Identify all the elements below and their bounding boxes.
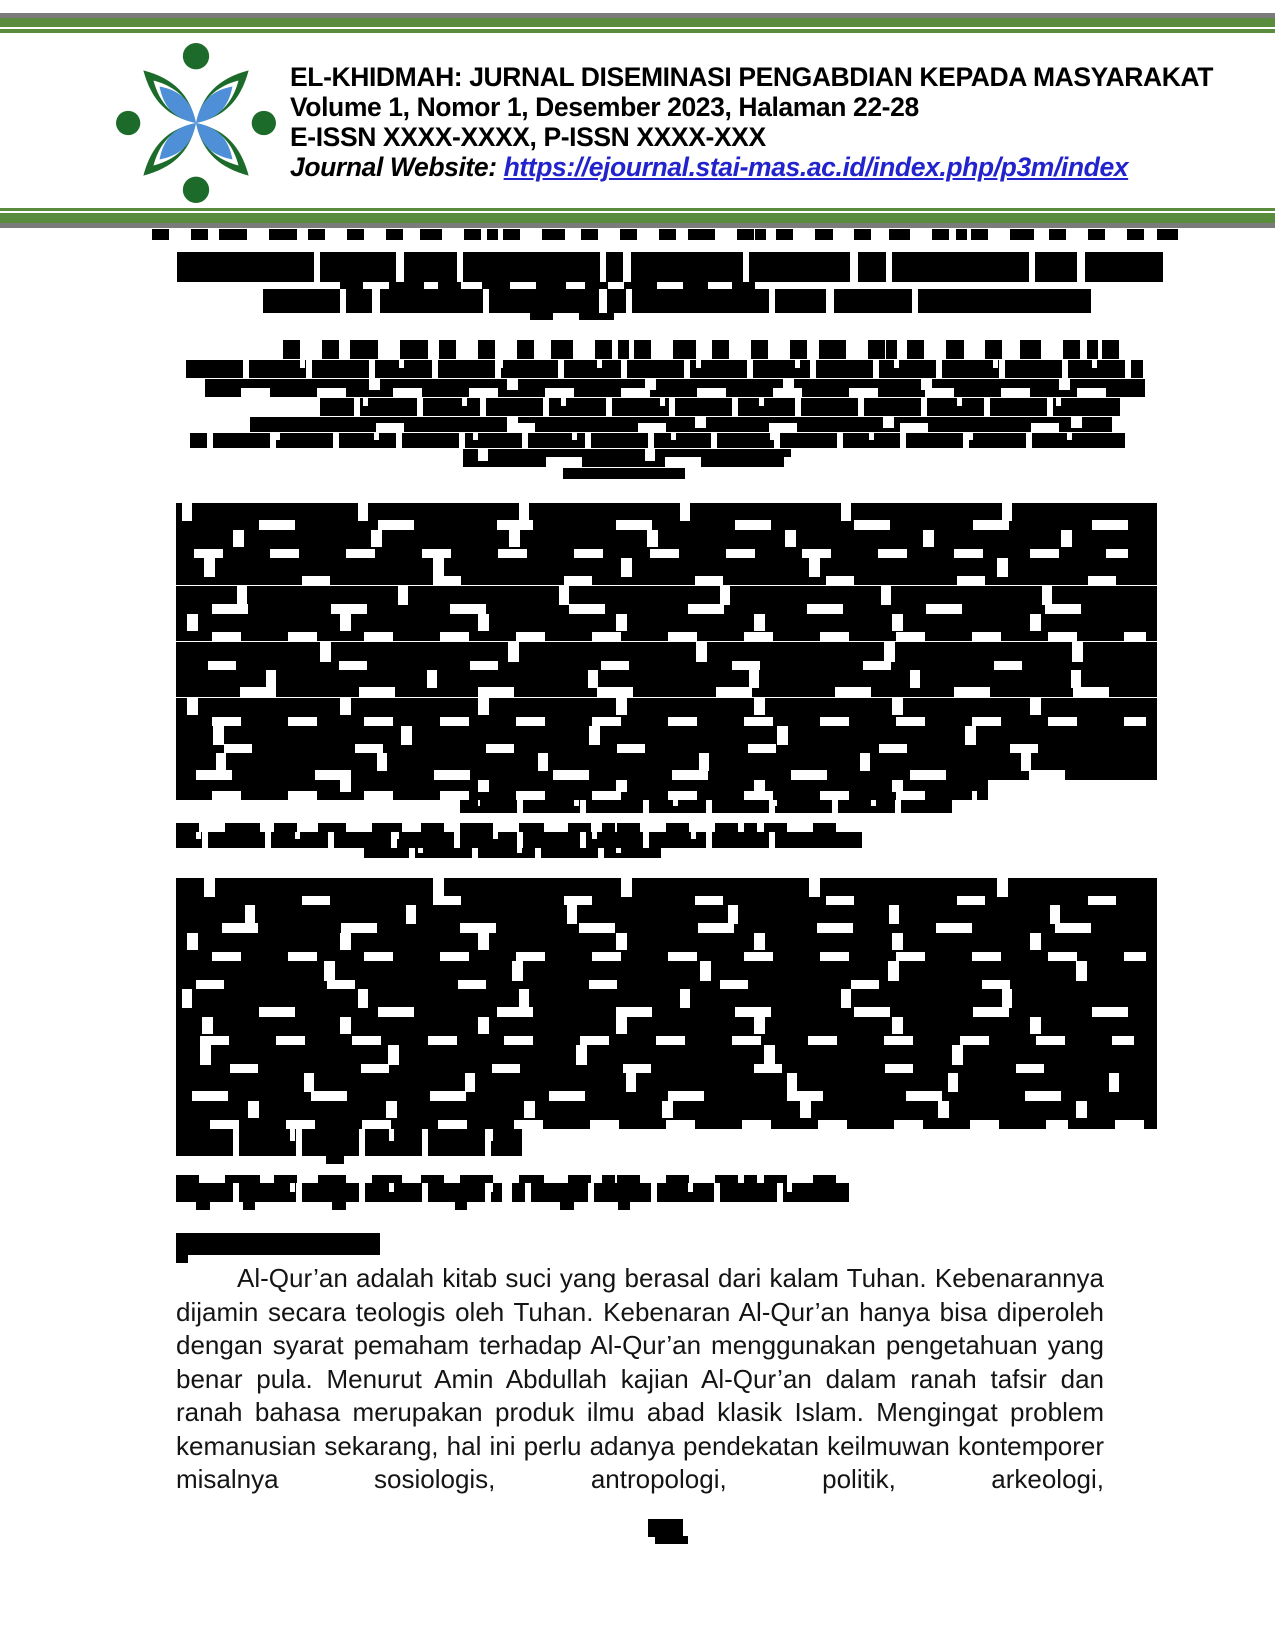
redacted-authors-row-2: [186, 360, 1143, 378]
redacted-abstract-id-line: [176, 530, 1157, 558]
redacted-abstract-en-line: [176, 878, 1157, 905]
redacted-section-heading: [176, 1233, 380, 1255]
journal-issn-line: E-ISSN XXXX-XXXX, P-ISSN XXXX-XXX: [290, 122, 766, 152]
redacted-keywords-descender: [243, 1202, 255, 1210]
journal-volume-line: Volume 1, Nomor 1, Desember 2023, Halaman 22-28: [290, 92, 919, 122]
journal-header: [290, 62, 1213, 182]
redacted-page-number: [648, 1519, 683, 1537]
redacted-authors-row-7: [463, 449, 791, 467]
redacted-authors-row-8: [563, 468, 685, 479]
redacted-authors-row-6: [190, 433, 1125, 448]
redacted-abstract-en-line: [176, 1073, 1157, 1101]
redacted-authors-row-5: [250, 417, 1112, 432]
redacted-abstract-en-line: [176, 905, 1157, 933]
redacted-abstract-id-line: [176, 670, 1157, 697]
redacted-authors-row-3: [205, 379, 1145, 397]
redacted-abstract-en-line: [176, 961, 1157, 989]
redacted-abstract-en-line: [176, 1101, 1157, 1129]
redacted-abstract-id-line: [176, 558, 1157, 585]
redacted-abstract-id-line: [176, 726, 1157, 753]
redacted-abstract-id-line: [176, 614, 1157, 641]
journal-website-line: [290, 152, 1180, 182]
redacted-abstract-en-line: [176, 989, 1157, 1017]
redacted-title-line-2: [263, 289, 1091, 313]
redacted-abstract-en-line: [176, 1017, 1157, 1045]
redacted-keywords-segment-1: [176, 1183, 502, 1202]
redacted-keywords-descender: [560, 1202, 574, 1210]
website-label: Journal Website:: [290, 152, 504, 182]
redacted-keywords-descender: [332, 1202, 346, 1210]
redacted-keywords-segment-2: [512, 1183, 849, 1202]
header-border-green-thin: [0, 208, 1275, 211]
redacted-abstract-en-lastline: [176, 1129, 522, 1156]
redacted-keywords-descender: [196, 1202, 210, 1210]
redacted-abstract-en-line: [176, 933, 1157, 961]
redacted-abstract-id-tail: [460, 800, 952, 813]
header-border-gray: [0, 223, 1275, 228]
top-border-green: [0, 18, 1275, 27]
redacted-abstract-id-line: [176, 698, 1157, 726]
redacted-abstract-en-descender: [326, 1156, 344, 1164]
redacted-authors-row-1: [283, 340, 1138, 359]
journal-title: EL-KHIDMAH: JURNAL DISEMINASI PENGABDIAN KEPADA MASYARAKAT: [290, 62, 1213, 92]
header-border-green: [0, 213, 1275, 223]
redacted-title-fragments: [152, 229, 1178, 240]
redacted-authors-row-4: [320, 398, 1120, 416]
redacted-keywords-fragments: [176, 1175, 849, 1183]
el-khidmah-flower-logo: [113, 42, 279, 204]
redacted-katakunci-fragments: [176, 823, 862, 832]
redacted-title-line-1: [177, 252, 1163, 282]
redacted-katakunci-tail: [364, 848, 661, 858]
redacted-abstract-id-line: [176, 503, 1157, 530]
redacted-katakunci-line: [176, 832, 862, 848]
redacted-abstract-id-line: [176, 586, 1157, 614]
redacted-abstract-id-line: [176, 753, 1157, 780]
redacted-keywords-descender: [618, 1202, 630, 1210]
redacted-page-number-base: [655, 1536, 688, 1544]
redacted-abstract-id-line: [176, 642, 1157, 670]
redacted-abstract-id-lastline: [176, 780, 988, 800]
top-border-green-thin: [0, 29, 1275, 33]
redacted-keywords-descender: [455, 1202, 467, 1210]
website-link[interactable]: https://ejournal.stai-mas.ac.id/index.php/p3m/index: [503, 152, 1129, 182]
redacted-abstract-en-line: [176, 1045, 1157, 1073]
intro-paragraph: Al-Qur’an adalah kitab suci yang berasal dari kalam Tuhan. Kebenarannya dijamin secara teologis oleh Tuhan. Kebenaran Al-Qur’an hanya bisa diperoleh dengan syarat pemaham terhadap Al-Qur’an menggunakan pengetahuan yang benar pula. Menurut Amin Abdullah kajian Al-Qur’an dalam ranah tafsir dan ranah bahasa merupakan produk ilmu abad klasik Islam. Mengingat problem kemanusian sekarang, hal ini perlu adanya pendekatan keilmuwan kontemporer misalnya sosiologis, antropologi, politik, arkeologi,: [176, 1263, 1104, 1494]
redacted-title-line-2-descenders: [530, 313, 620, 320]
